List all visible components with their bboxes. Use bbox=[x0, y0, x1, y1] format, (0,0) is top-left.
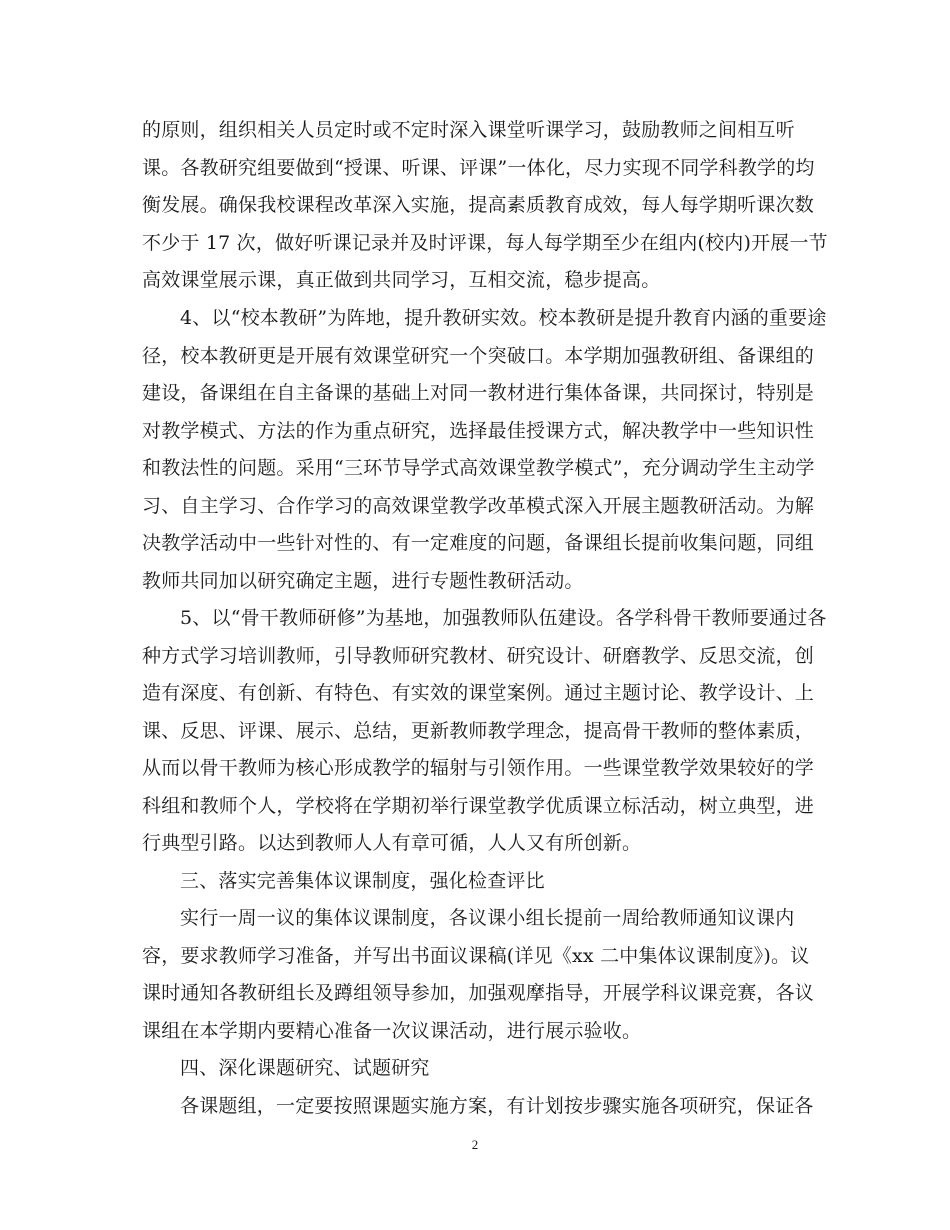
text-line: 课时通知各教研组长及蹲组领导参加，加强观摩指导，开展学科议课竞赛，各议 bbox=[142, 982, 815, 1004]
section-heading: 三、落实完善集体议课制度，强化检查评比 bbox=[180, 870, 545, 892]
text-line: 径，校本教研更是开展有效课堂研究一个突破口。本学期加强教研组、备课组的 bbox=[142, 345, 815, 367]
text-line: 不少于 17 次，做好听课记录并及时评课，每人每学期至少在组内(校内)开展一节 bbox=[142, 232, 828, 254]
paragraph-first-line: 各课题组，一定要按照课题实施方案，有计划按步骤实施各项研究，保证各 bbox=[180, 1095, 814, 1117]
text-line: 课、反思、评课、展示、总结，更新教师教学理念，提高骨干教师的整体素质， bbox=[142, 720, 815, 742]
text-line: 种方式学习培训教师，引导教师研究教材、研究设计、研磨教学、反思交流，创 bbox=[142, 645, 815, 667]
text-line: 教师共同加以研究确定主题，进行专题性教研活动。 bbox=[142, 570, 584, 592]
paragraph-first-line: 4、以“校本教研”为阵地，提升教研实效。校本教研是提升教育内涵的重要途 bbox=[180, 307, 827, 329]
text-line: 造有深度、有创新、有特色、有实效的课堂案例。通过主题讨论、教学设计、上 bbox=[142, 682, 815, 704]
page-number: 2 bbox=[471, 1137, 479, 1152]
section-heading: 四、深化课题研究、试题研究 bbox=[180, 1057, 430, 1079]
paragraph-first-line: 实行一周一议的集体议课制度，各议课小组长提前一周给教师通知议课内 bbox=[180, 907, 795, 929]
text-line: 决教学活动中一些针对性的、有一定难度的问题，备课组长提前收集问题，同组 bbox=[142, 532, 815, 554]
text-line: 习、自主学习、合作学习的高效课堂教学改革模式深入开展主题教研活动。为解 bbox=[142, 495, 815, 517]
text-line: 课。各教研究组要做到“授课、听课、评课”一体化，尽力实现不同学科教学的均 bbox=[142, 157, 815, 179]
text-line: 对教学模式、方法的作为重点研究，选择最佳授课方式，解决教学中一些知识性 bbox=[142, 420, 815, 442]
text-line: 课组在本学期内要精心准备一次议课活动，进行展示验收。 bbox=[142, 1020, 642, 1042]
text-line: 容，要求教师学习准备，并写出书面议课稿(详见《xx 二中集体议课制度》)。议 bbox=[142, 945, 810, 967]
text-line: 建设，备课组在自主备课的基础上对同一教材进行集体备课，共同探讨，特别是 bbox=[142, 382, 815, 404]
text-line: 行典型引路。以达到教师人人有章可循，人人又有所创新。 bbox=[142, 832, 642, 854]
text-line: 高效课堂展示课，真正做到共同学习，互相交流，稳步提高。 bbox=[142, 269, 661, 291]
text-line: 的原则，组织相关人员定时或不定时深入课堂听课学习，鼓励教师之间相互听 bbox=[142, 119, 795, 141]
text-line: 衡发展。确保我校课程改革深入实施，提高素质教育成效，每人每学期听课次数 bbox=[142, 194, 815, 216]
text-line: 科组和教师个人，学校将在学期初举行课堂教学优质课立标活动，树立典型，进 bbox=[142, 795, 815, 817]
paragraph-first-line: 5、以“骨干教师研修”为基地，加强教师队伍建设。各学科骨干教师要通过各 bbox=[180, 607, 827, 629]
text-line: 从而以骨干教师为核心形成教学的辐射与引领作用。一些课堂教学效果较好的学 bbox=[142, 757, 815, 779]
text-line: 和教法性的问题。采用“三环节导学式高效课堂教学模式”，充分调动学生主动学 bbox=[142, 457, 815, 479]
